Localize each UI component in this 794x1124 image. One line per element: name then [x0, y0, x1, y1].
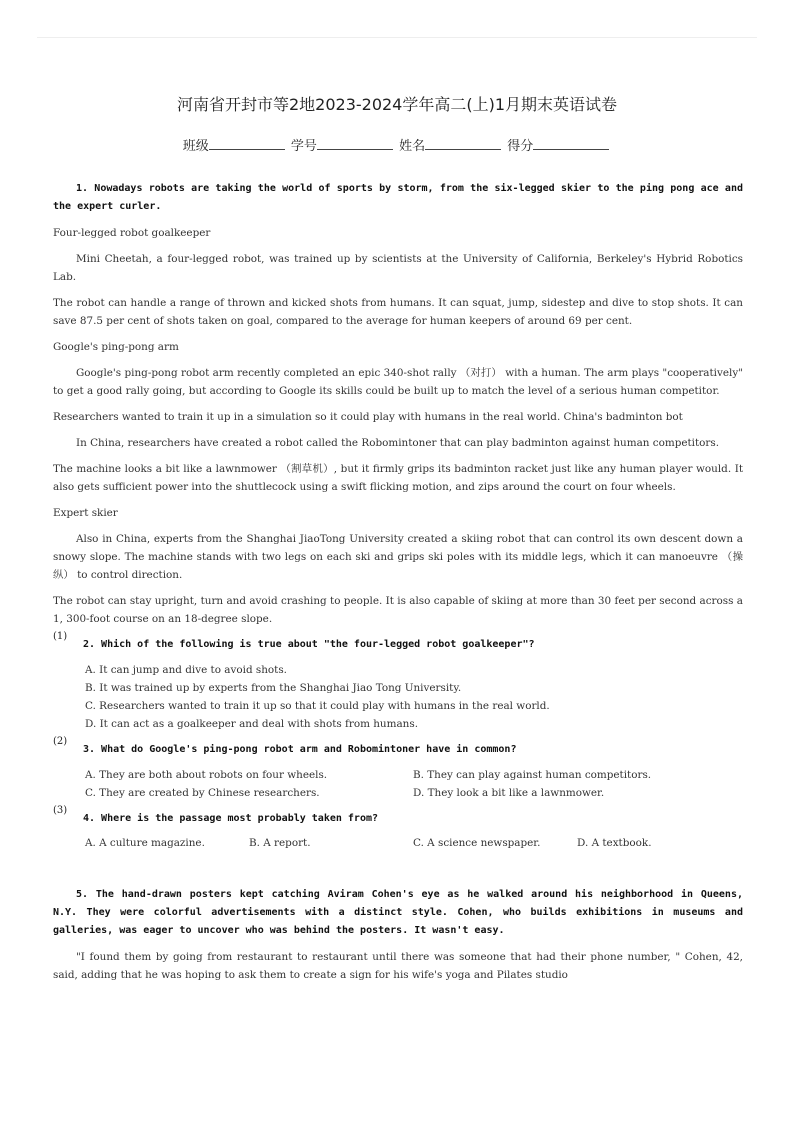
score-label: 得分	[507, 139, 534, 154]
passage2-paragraph: "I found them by going from restaurant to restaurant until there was someone that had their phone number, " Cohen, 42, said, adding that he was hoping to ask them to create a sign for his wife's yoga and Pilates studio	[53, 951, 743, 981]
passage1-paragraph: Google's ping-pong robot arm recently completed an epic 340-shot rally （对打） with a human. The arm plays "cooperatively" to get a good rally going, but according to Google its skills could be built up to match the level of a serious human competitor.	[53, 367, 743, 397]
option-c[interactable]: C. A science newspaper.	[413, 837, 541, 849]
class-blank[interactable]	[209, 137, 285, 150]
passage1-paragraph: The machine looks a bit like a lawnmower （割草机）, but it firmly grips its badminton racket just like any human player would. It also gets sufficient power into the shuttlecock using a swift flicking motion, and zips around the court on four wheels.	[53, 463, 743, 493]
option-d[interactable]: D. It can act as a goalkeeper and deal with shots from humans.	[85, 718, 418, 730]
passage1-intro: 1. Nowadays robots are taking the world of sports by storm, from the six-legged skier to the ping pong ace and the expert curler.	[53, 183, 743, 212]
name-label: 姓名	[399, 139, 426, 154]
passage1-paragraph: The robot can stay upright, turn and avoid crashing to people. It is also capable of skiing at more than 30 feet per second across a 1, 300-foot course on an 18-degree slope.	[53, 595, 743, 625]
option-b[interactable]: B. They can play against human competitors.	[413, 769, 652, 781]
student-id-label: 学号	[290, 139, 317, 154]
option-d[interactable]: D. A textbook.	[577, 837, 652, 849]
score-blank[interactable]	[533, 137, 609, 150]
question-text: 2. Which of the following is true about "the four-legged robot goalkeeper"?	[83, 639, 535, 650]
passage2-intro: 5. The hand-drawn posters kept catching Aviram Cohen's eye as he walked around his neighborhood in Queens, N.Y. They were colorful advertisements with a distinct style. Cohen, who builds exhibitions in museums and galleries, was eager to uncover who was behind the posters. It wasn't easy.	[53, 889, 743, 936]
passage1-paragraph: Mini Cheetah, a four-legged robot, was trained up by scientists at the University of California, Berkeley's Hybrid Robotics Lab.	[53, 253, 743, 283]
question-1	[53, 631, 743, 733]
option-a[interactable]: A. They are both about robots on four wheels.	[85, 769, 328, 781]
options-row	[53, 766, 743, 784]
exam-title: 河南省开封市等2地2023-2024学年高二(上)1月期末英语试卷	[176, 95, 618, 114]
option-b[interactable]: B. A report.	[249, 837, 311, 849]
passage1-paragraph: In China, researchers have created a robot called the Robomintoner that can play badminton against human competitors.	[76, 437, 720, 449]
class-label: 班级	[182, 139, 209, 154]
name-blank[interactable]	[425, 137, 501, 150]
student-info-line	[0, 135, 794, 154]
option-d[interactable]: D. They look a bit like a lawnmower.	[413, 787, 605, 799]
top-divider	[37, 37, 757, 38]
question-text: 3. What do Google's ping-pong robot arm and Robomintoner have in common?	[83, 744, 517, 755]
option-c[interactable]: C. Researchers wanted to train it up so that it could play with humans in the real world.	[85, 700, 550, 712]
option-b[interactable]: B. It was trained up by experts from the Shanghai Jiao Tong University.	[85, 682, 462, 694]
passage1-paragraph: The robot can handle a range of thrown and kicked shots from humans. It can squat, jump, sidestep and dive to stop shots. It can save 87.5 per cent of shots taken on goal, compared to the average for human keepers of around 69 per cent.	[53, 297, 743, 327]
question-number: (3)	[53, 805, 68, 816]
passage1-paragraph: Researchers wanted to train it up in a simulation so it could play with humans in the real world. China's badminton bot	[53, 411, 683, 423]
question-text: 4. Where is the passage most probably taken from?	[83, 813, 379, 824]
question-3	[53, 805, 743, 852]
question-2	[53, 736, 743, 802]
options-row	[53, 784, 743, 802]
option-a[interactable]: A. A culture magazine.	[85, 837, 205, 849]
student-id-blank[interactable]	[317, 137, 393, 150]
question-number: (2)	[53, 736, 68, 747]
passage1-heading-pingpong: Google's ping-pong arm	[53, 341, 179, 353]
passage1-heading-goalkeeper: Four-legged robot goalkeeper	[53, 227, 211, 239]
passage1-paragraph: Also in China, experts from the Shanghai JiaoTong University created a skiing robot that can control its own descent down a snowy slope. The machine stands with two legs on each ski and grips ski poles with its middle legs, which it can manoeuvre （操纵） to control direction.	[53, 533, 743, 581]
passage1-heading-skier: Expert skier	[53, 507, 118, 519]
options-row	[53, 834, 743, 852]
option-a[interactable]: A. It can jump and dive to avoid shots.	[85, 664, 287, 676]
exam-content	[53, 180, 743, 984]
question-number: (1)	[53, 631, 68, 642]
option-c[interactable]: C. They are created by Chinese researchers.	[85, 787, 320, 799]
